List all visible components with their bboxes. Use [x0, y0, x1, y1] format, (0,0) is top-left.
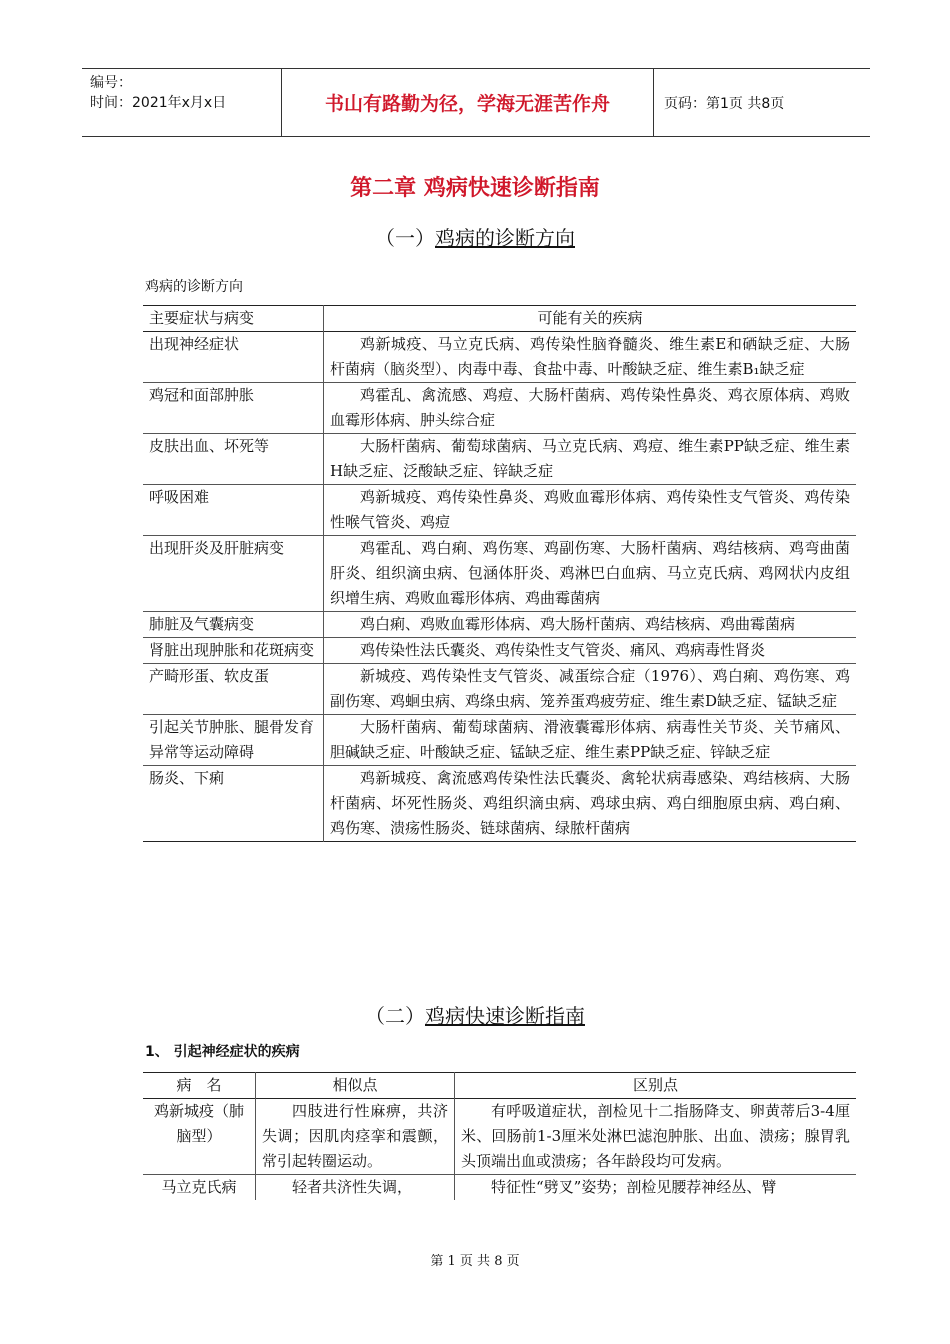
disease-cell: 鸡传染性法氏囊炎、鸡传染性支气管炎、痛风、鸡病毒性肾炎 [360, 641, 766, 659]
symptom-cell: 产畸形蛋、软皮蛋 [143, 664, 324, 715]
table-row [143, 638, 856, 664]
diagnosis-direction-table [143, 305, 856, 842]
doc-date-label: 时间：2021年x月x日 [90, 95, 227, 111]
doc-number-label: 编号： [90, 75, 132, 91]
column-header-similarity: 相似点 [256, 1073, 455, 1099]
section-1-title: 鸡病的诊断方向 [435, 226, 575, 250]
table-row [143, 715, 856, 766]
symptom-cell: 出现神经症状 [143, 332, 324, 383]
section-2-prefix: （二） [365, 1004, 425, 1028]
disease-name-cell: 马立克氏病 [143, 1175, 256, 1201]
subsection-heading: 1、 引起神经症状的疾病 [145, 1044, 300, 1060]
table-row [143, 383, 856, 434]
symptom-cell: 鸡冠和面部肿胀 [143, 383, 324, 434]
table-row [143, 485, 856, 536]
column-header-disease: 可能有关的疾病 [537, 309, 643, 327]
symptom-cell: 肾脏出现肿胀和花斑病变 [143, 638, 324, 664]
disease-cell: 鸡新城疫、禽流感鸡传染性法氏囊炎、禽轮状病毒感染、鸡结核病、大肠杆菌病、坏死性肠炎、鸡组织滴虫病、鸡球虫病、鸡白细胞原虫病、鸡白痢、鸡伤寒、溃疡性肠炎、链球菌病、绿脓杆菌病 [330, 769, 850, 837]
table-row [143, 1175, 856, 1201]
header-page-info: 页码：第1页 共8页 [664, 95, 785, 112]
table-row [143, 434, 856, 485]
page-footer: 第 1 页 共 8 页 [430, 1254, 520, 1269]
table-row [143, 664, 856, 715]
disease-cell: 鸡白痢、鸡败血霉形体病、鸡大肠杆菌病、鸡结核病、鸡曲霉菌病 [360, 615, 796, 633]
symptom-cell: 肠炎、下痢 [143, 766, 324, 842]
disease-cell: 新城疫、鸡传染性支气管炎、减蛋综合症（1976）、鸡白痢、鸡伤寒、鸡副伤寒、鸡蛔虫病、鸡绦虫病、笼养蛋鸡疲劳症、维生素D缺乏症、锰缺乏症 [330, 667, 850, 710]
disease-cell: 鸡霍乱、禽流感、鸡痘、大肠杆菌病、鸡传染性鼻炎、鸡衣原体病、鸡败血霉形体病、肿头综合症 [330, 386, 850, 429]
section-1-prefix: （一） [375, 226, 435, 250]
table-row [143, 766, 856, 842]
similarity-cell: 轻者共济性失调， [256, 1175, 455, 1201]
disease-cell: 大肠杆菌病、葡萄球菌病、滑液囊霉形体病、病毒性关节炎、关节痛风、胆碱缺乏症、叶酸缺乏症、锰缺乏症、维生素PP缺乏症、锌缺乏症 [330, 718, 850, 761]
table-header-row [143, 306, 856, 332]
symptom-cell: 呼吸困难 [143, 485, 324, 536]
table-row [143, 536, 856, 612]
symptom-cell: 皮肤出血、坏死等 [143, 434, 324, 485]
disease-cell: 鸡新城疫、鸡传染性鼻炎、鸡败血霉形体病、鸡传染性支气管炎、鸡传染性喉气管炎、鸡痘 [330, 488, 850, 531]
symptom-cell: 引起关节肿胀、腿骨发育异常等运动障碍 [143, 715, 324, 766]
difference-cell: 特征性“劈叉”姿势；剖检见腰荐神经丛、臂 [491, 1178, 777, 1196]
table-1-caption: 鸡病的诊断方向 [145, 279, 243, 295]
header-motto: 书山有路勤为径，学海无涯苦作舟 [282, 69, 654, 136]
disease-cell: 大肠杆菌病、葡萄球菌病、马立克氏病、鸡痘、维生素PP缺乏症、维生素H缺乏症、泛酸缺乏症、锌缺乏症 [330, 437, 850, 480]
section-heading-2 [0, 1000, 950, 1029]
table-row [143, 332, 856, 383]
symptom-cell: 出现肝炎及肝脏病变 [143, 536, 324, 612]
disease-cell: 鸡新城疫、马立克氏病、鸡传染性脑脊髓炎、维生素E和硒缺乏症、大肠杆菌病（脑炎型）、肉毒中毒、食盐中毒、叶酸缺乏症、维生素B₁缺乏症 [330, 335, 850, 378]
page-header [82, 68, 870, 137]
section-2-title: 鸡病快速诊断指南 [425, 1004, 585, 1028]
disease-cell: 鸡霍乱、鸡白痢、鸡伤寒、鸡副伤寒、大肠杆菌病、鸡结核病、鸡弯曲菌肝炎、组织滴虫病、包涵体肝炎、鸡淋巴白血病、马立克氏病、鸡网状内皮组织增生病、鸡败血霉形体病、鸡曲霉菌病 [330, 539, 850, 607]
difference-cell: 有呼吸道症状，剖检见十二指肠降支、卵黄蒂后3-4厘米、回肠前1-3厘米处淋巴滤泡肿胀、出血、溃疡；腺胃乳头顶端出血或溃疡；各年龄段均可发病。 [461, 1102, 850, 1170]
chapter-title: 第二章 鸡病快速诊断指南 [350, 176, 600, 201]
symptom-cell: 肺脏及气囊病变 [143, 612, 324, 638]
header-meta [82, 69, 282, 136]
section-heading-1 [0, 222, 950, 251]
column-header-difference: 区别点 [632, 1076, 678, 1094]
table-row [143, 1099, 856, 1175]
neuro-symptom-table [143, 1072, 856, 1200]
similarity-cell: 四肢进行性麻痹，共济失调；因肌肉痉挛和震颤，常引起转圈运动。 [256, 1099, 455, 1175]
disease-name-cell: 鸡新城疫（肺脑型） [143, 1099, 256, 1175]
column-header-symptom: 主要症状与病变 [143, 306, 324, 332]
column-header-name: 病 名 [143, 1073, 256, 1099]
table-row [143, 612, 856, 638]
table-header-row [143, 1073, 856, 1099]
